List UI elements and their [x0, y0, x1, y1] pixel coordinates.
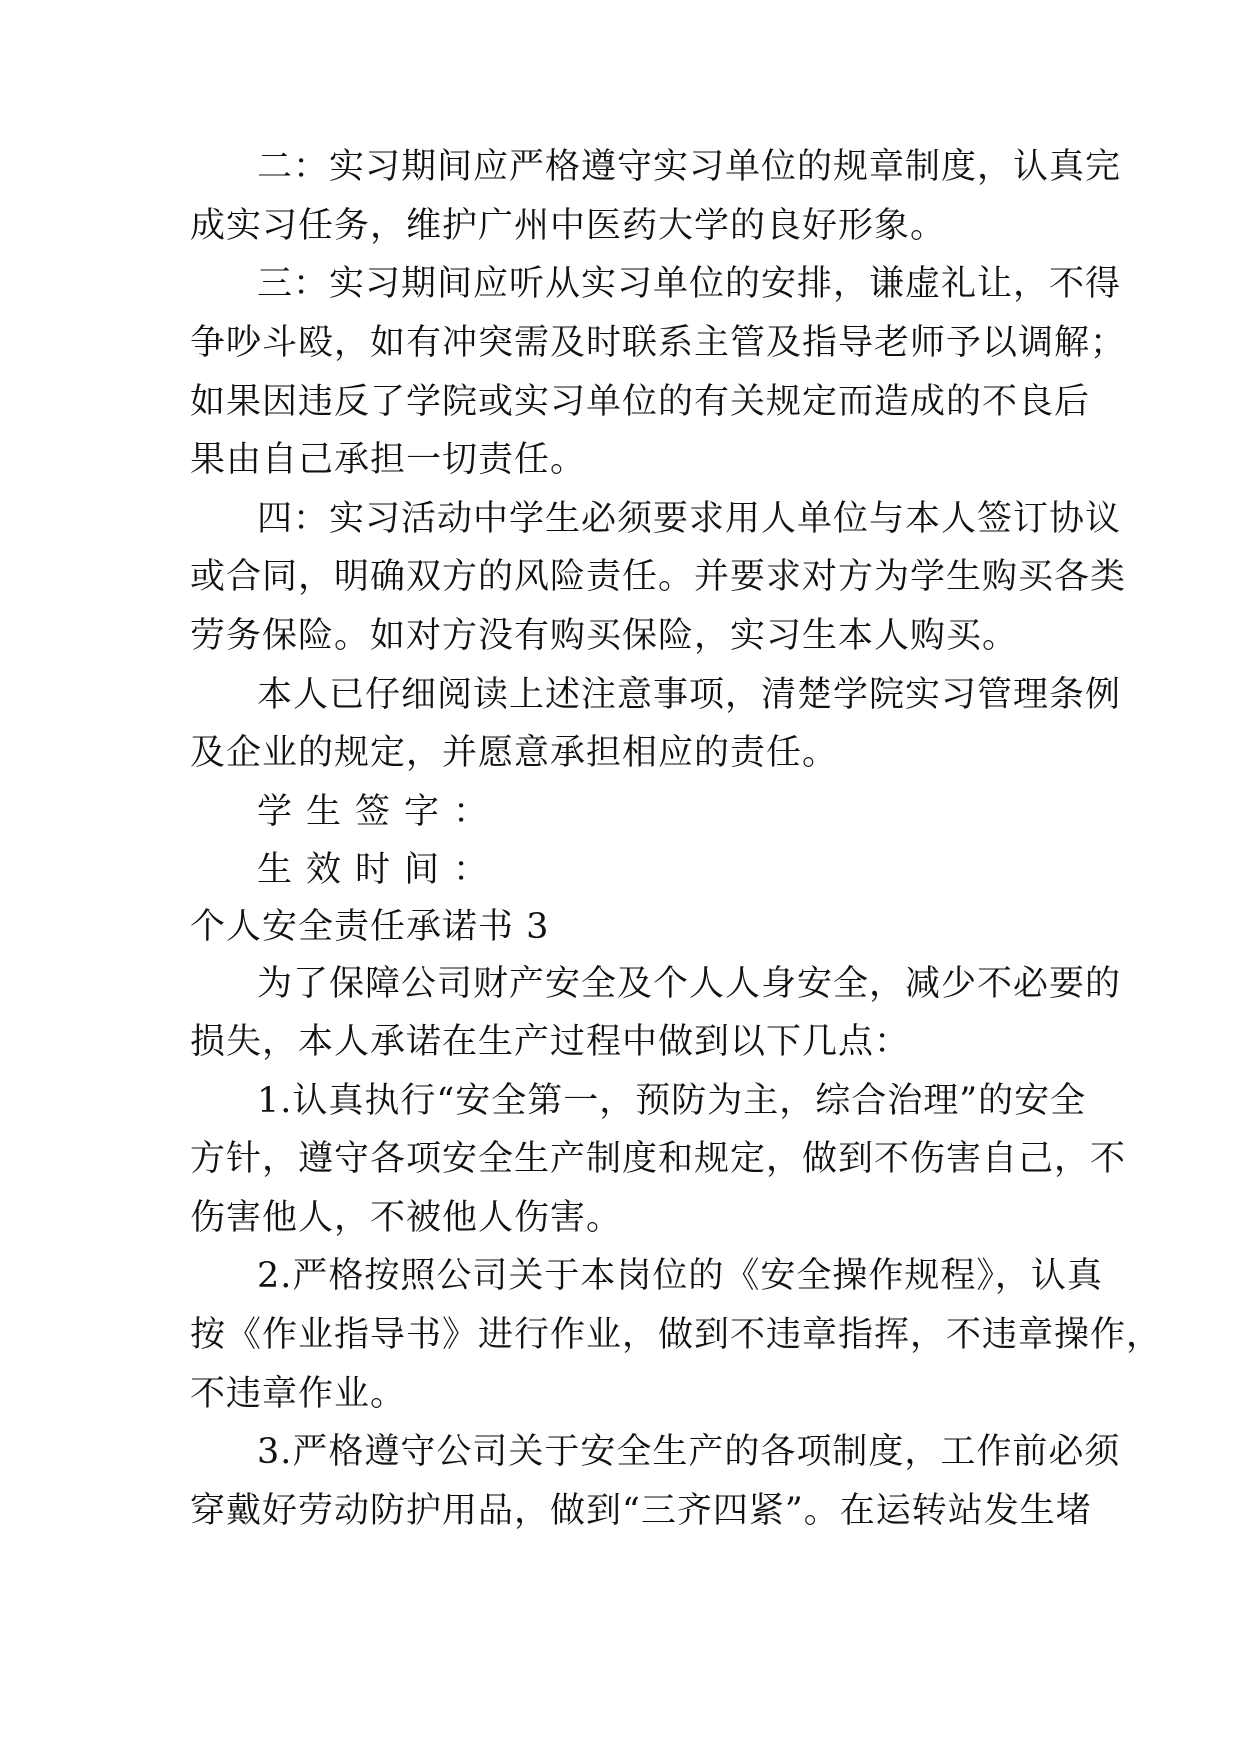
- paragraph-line: 方针，遵守各项安全生产制度和规定，做到不伤害自己，不: [190, 1139, 1127, 1179]
- paragraph-line: 果由自己承担一切责任。: [190, 440, 587, 480]
- paragraph-line: 本人已仔细阅读上述注意事项，清楚学院实习管理条例: [257, 675, 1122, 715]
- signature-label: 学生签字：: [257, 792, 503, 832]
- paragraph-line: 或合同，明确双方的风险责任。并要求对方为学生购买各类: [190, 557, 1127, 597]
- paragraph-line: 二：实习期间应严格遵守实习单位的规章制度，认真完: [257, 147, 1122, 187]
- paragraph-line: 伤害他人，不被他人伤害。: [190, 1198, 623, 1238]
- paragraph-line: 成实习任务，维护广州中医药大学的良好形象。: [190, 206, 947, 246]
- paragraph-line: 及企业的规定，并愿意承担相应的责任。: [190, 733, 839, 773]
- paragraph-line: 劳务保险。如对方没有购买保险，实习生本人购买。: [190, 616, 1019, 656]
- paragraph-line: 2.严格按照公司关于本岗位的《安全操作规程》，认真: [257, 1256, 1103, 1296]
- paragraph-line: 争吵斗殴，如有冲突需及时联系主管及指导老师予以调解；: [190, 323, 1127, 363]
- paragraph-line: 1.认真执行“安全第一，预防为主，综合治理”的安全: [257, 1081, 1087, 1121]
- section-title: 个人安全责任承诺书 3: [190, 907, 550, 947]
- paragraph-line: 损失，本人承诺在生产过程中做到以下几点：: [190, 1022, 911, 1062]
- paragraph-line: 为了保障公司财产安全及个人人身安全，减少不必要的: [257, 964, 1122, 1004]
- paragraph-line: 如果因违反了学院或实习单位的有关规定而造成的不良后: [190, 382, 1091, 422]
- paragraph-line: 按《作业指导书》进行作业，做到不违章指挥，不违章操作，: [190, 1315, 1163, 1355]
- paragraph-line: 穿戴好劳动防护用品，做到“三齐四紧”。在运转站发生堵: [190, 1491, 1092, 1531]
- effective-date-label: 生效时间：: [257, 850, 503, 890]
- paragraph-line: 三：实习期间应听从实习单位的安排，谦虚礼让，不得: [257, 264, 1122, 304]
- paragraph-line: 3.严格遵守公司关于安全生产的各项制度，工作前必须: [257, 1432, 1121, 1472]
- paragraph-line: 不违章作业。: [190, 1374, 407, 1414]
- paragraph-line: 四：实习活动中学生必须要求用人单位与本人签订协议: [257, 499, 1122, 539]
